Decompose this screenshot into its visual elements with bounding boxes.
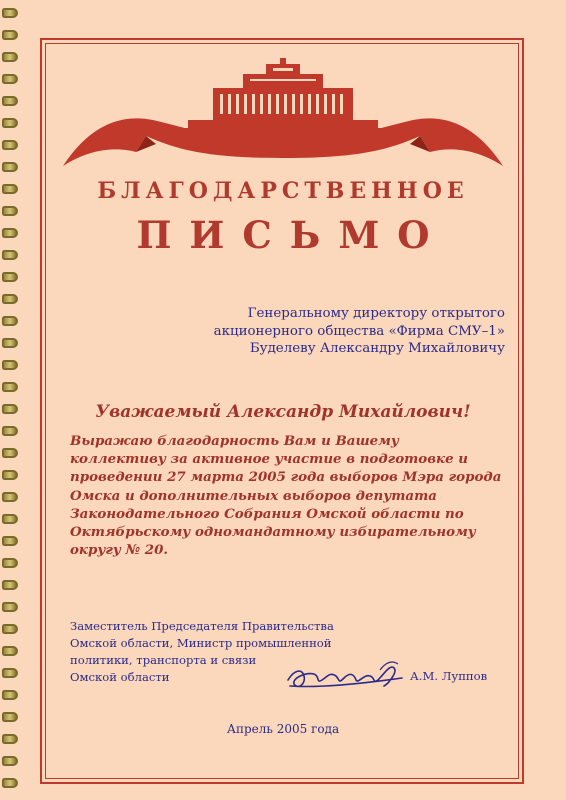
binding-ring: [2, 294, 18, 304]
signatory-title-line: Омской области, Министр промышленной: [70, 636, 332, 650]
binding-ring: [2, 162, 18, 172]
handwritten-signature: [280, 650, 410, 698]
binding-ring: [2, 448, 18, 458]
body-line: Выражаю благодарность Вам и Вашему: [70, 433, 399, 449]
binding-ring: [2, 470, 18, 480]
document-date: Апрель 2005 года: [226, 722, 340, 736]
binding-ring: [2, 338, 18, 348]
greeting: Уважаемый Александр Михайлович!: [95, 402, 471, 422]
binding-ring: [2, 316, 18, 326]
binding-ring: [2, 712, 18, 722]
binding-ring: [2, 690, 18, 700]
binding-ring: [2, 74, 18, 84]
binding-ring: [2, 426, 18, 436]
body-line: Омска и дополнительных выборов депутата: [70, 487, 437, 504]
document-title-line2: ПИСЬМО: [136, 213, 448, 257]
binding-ring: [2, 382, 18, 392]
body-line: округу № 20.: [70, 542, 169, 559]
binding-ring: [2, 492, 18, 502]
binding-ring: [2, 646, 18, 656]
signatory-title-line: Заместитель Председателя Правительства: [70, 619, 334, 633]
binding-ring: [2, 778, 18, 788]
binding-ring: [2, 96, 18, 106]
addressee-line: Буделеву Александру Михайловичу: [249, 341, 505, 356]
addressee-line: акционерного общества «Фирма СМУ–1»: [213, 323, 505, 339]
binding-ring: [2, 668, 18, 678]
addressee-block: [200, 305, 505, 358]
body-line: Законодательного Собрания Омской области по: [70, 505, 464, 522]
binding-ring: [2, 558, 18, 568]
binding-ring: [2, 514, 18, 524]
spiral-binding: [0, 0, 22, 800]
binding-ring: [2, 602, 18, 612]
letter-body: [70, 432, 504, 559]
body-line: коллективу за активное участие в подготовке и: [70, 451, 469, 468]
binding-ring: [2, 360, 18, 370]
binding-ring: [2, 8, 18, 18]
addressee-line: Генеральному директору открытого: [247, 306, 505, 321]
body-line: Октябрьскому одномандатному избирательному: [70, 524, 476, 541]
signatory-title-line: Омской области: [70, 670, 170, 684]
binding-ring: [2, 536, 18, 546]
binding-ring: [2, 272, 18, 282]
binding-ring: [2, 580, 18, 590]
binding-ring: [2, 118, 18, 128]
binding-ring: [2, 624, 18, 634]
binding-ring: [2, 140, 18, 150]
signatory-title-line: политики, транспорта и связи: [70, 653, 257, 667]
signatory-name: А.М. Луппов: [410, 669, 488, 683]
document-title-line1: БЛАГОДАРСТВЕННОЕ: [97, 178, 469, 204]
binding-ring: [2, 52, 18, 62]
government-building-ribbon-emblem: [58, 58, 508, 178]
binding-ring: [2, 30, 18, 40]
binding-ring: [2, 756, 18, 766]
body-line: проведении 27 марта 2005 года выборов Мэра города: [70, 469, 502, 486]
